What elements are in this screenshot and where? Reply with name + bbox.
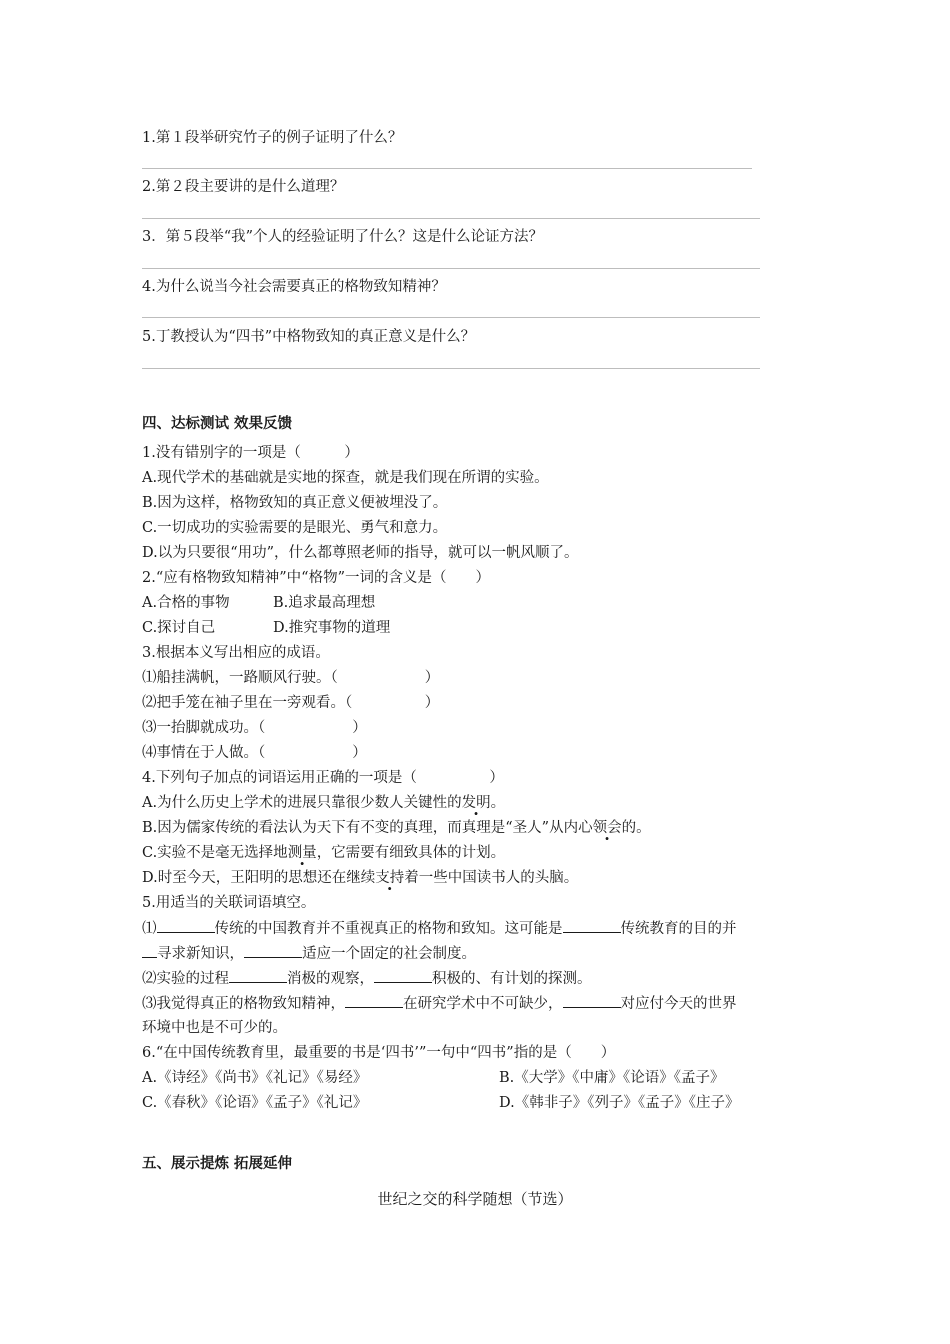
- q1-option-b: B.因为这样，格物致知的真正意义便被埋没了。: [142, 495, 448, 511]
- q6-option-d: D.《韩非子》《列子》《孟子》《庄子》: [499, 1095, 740, 1111]
- q3-item-1: ⑴船挂满帆，一路顺风行驶。（ ）: [142, 670, 440, 686]
- s3-question-2: 2.第２段主要讲的是什么道理？: [142, 179, 345, 195]
- q5-blank-8[interactable]: [563, 993, 621, 1008]
- q5-l2-text: 寻求新知识，: [157, 946, 244, 962]
- q3-item-3: ⑶一抬脚就成功。（ ）: [142, 720, 367, 736]
- s3-question-4: 4.为什么说当今社会需要真正的格物致知精神？: [142, 279, 446, 295]
- q4-option-b: [142, 818, 651, 838]
- q5-l4-mid: 在研究学术中不可缺少，: [403, 996, 563, 1012]
- q5-l1-number: ⑴: [142, 921, 157, 937]
- q5-line-5: 环境中也是不可少的。: [142, 1020, 287, 1036]
- q4-option-c: [142, 843, 505, 863]
- s3-question-1: 1.第１段举研究竹子的例子证明了什么？: [142, 130, 403, 146]
- q4-b-tail: 的。: [621, 820, 651, 836]
- q5-blank-2[interactable]: [563, 918, 621, 933]
- q4-b-dotted-word: 领会: [592, 820, 622, 836]
- q4-a-text: A.为什么历史上学术的进展只靠很少数人关键性的: [142, 795, 462, 811]
- q4-c-text: C.实验不是毫无选择地: [142, 845, 288, 861]
- section4-heading: 四、达标测试 效果反馈: [142, 416, 293, 432]
- q4-b-text: B.因为儒家传统的看法认为天下有不变的真理，而真理是“圣人”从内心: [142, 820, 593, 836]
- q3-stem: 3.根据本义写出相应的成语。: [142, 645, 330, 661]
- q6-option-c: C.《春秋》《论语》《孟子》《礼记》: [142, 1095, 368, 1111]
- q4-d-text: D.时至今天，王阳明的思想还在继续: [142, 870, 376, 886]
- q2-option-c: C.探讨自己: [142, 620, 216, 636]
- q5-l3-mid: 消极的观察，: [287, 971, 374, 987]
- q2-option-b: B.追求最高理想: [273, 595, 376, 611]
- s3-question-5: 5.丁教授认为“四书”中格物致知的真正意义是什么？: [142, 329, 476, 345]
- q5-l1-tail: 传统教育的目的并: [620, 921, 737, 937]
- q4-c-dotted-word: 测量: [287, 845, 317, 861]
- s3-question-3: 3．第５段举“我”个人的经验证明了什么？这是什么论证方法？: [142, 229, 544, 245]
- q5-blank-3[interactable]: [142, 943, 157, 958]
- q5-line-1: [142, 918, 737, 939]
- q5-stem: 5.用适当的关联词语填空。: [142, 895, 316, 911]
- q5-l3-text: ⑵实验的过程: [142, 971, 229, 987]
- q1-stem: 1.没有错别字的一项是（ ）: [142, 445, 359, 461]
- passage-title: 世纪之交的科学随想（节选）: [377, 1190, 573, 1208]
- q4-stem: 4.下列句子加点的词语运用正确的一项是（ ）: [142, 770, 504, 786]
- q5-l4-tail: 对应付今天的世界: [620, 996, 737, 1012]
- answer-line-4: [142, 317, 760, 318]
- q5-line-2: [142, 943, 476, 964]
- q6-stem: 6.“在中国传统教育里，最重要的书是‘四书’”一句中“四书”指的是（ ）: [142, 1045, 616, 1061]
- answer-line-3: [142, 268, 760, 269]
- q5-blank-7[interactable]: [345, 993, 403, 1008]
- answer-line-1: [142, 168, 752, 169]
- q4-a-tail: 。: [490, 795, 506, 811]
- answer-line-2: [142, 218, 760, 219]
- q6-option-b: B.《大学》《中庸》《论语》《孟子》: [499, 1070, 725, 1086]
- q5-line-3: [142, 968, 592, 989]
- answer-line-5: [142, 368, 760, 369]
- q5-blank-1[interactable]: [157, 918, 215, 933]
- q4-option-a: [142, 793, 505, 813]
- q2-stem: 2.“应有格物致知精神”中“格物”一词的含义是（ ）: [142, 570, 490, 586]
- q5-l3-tail: 积极的、有计划的探测。: [432, 971, 592, 987]
- q2-option-d: D.推究事物的道理: [273, 620, 391, 636]
- q5-blank-5[interactable]: [229, 968, 287, 983]
- q3-item-4: ⑷事情在于人做。（ ）: [142, 745, 367, 761]
- q4-a-dotted-word: 发明: [461, 795, 491, 811]
- q4-d-tail: 着一些中国读书人的头脑。: [404, 870, 579, 886]
- q4-d-dotted-word: 支持: [375, 870, 405, 886]
- q3-item-2: ⑵把手笼在袖子里在一旁观看。（ ）: [142, 695, 440, 711]
- q4-option-d: [142, 868, 578, 888]
- q2-option-a: A.合格的事物: [142, 595, 230, 611]
- q5-l1-text: 传统的中国教育并不重视真正的格物和致知。这可能是: [214, 921, 563, 937]
- q4-c-tail: ，它需要有细致具体的计划。: [316, 845, 506, 861]
- section5-heading: 五、展示提炼 拓展延伸: [142, 1156, 293, 1172]
- q5-l2-tail: 适应一个固定的社会制度。: [302, 946, 476, 962]
- q5-line-4: [142, 993, 737, 1014]
- q1-option-c: C.一切成功的实验需要的是眼光、勇气和意力。: [142, 520, 448, 536]
- q1-option-a: A.现代学术的基础就是实地的探查，就是我们现在所谓的实验。: [142, 470, 549, 486]
- q5-blank-6[interactable]: [374, 968, 432, 983]
- q1-option-d: D.以为只要很“用功”，什么都尊照老师的指导，就可以一帆风顺了。: [142, 545, 579, 561]
- q5-blank-4[interactable]: [244, 943, 302, 958]
- q6-option-a: A.《诗经》《尚书》《礼记》《易经》: [142, 1070, 368, 1086]
- q5-l4-text: ⑶我觉得真正的格物致知精神，: [142, 996, 345, 1012]
